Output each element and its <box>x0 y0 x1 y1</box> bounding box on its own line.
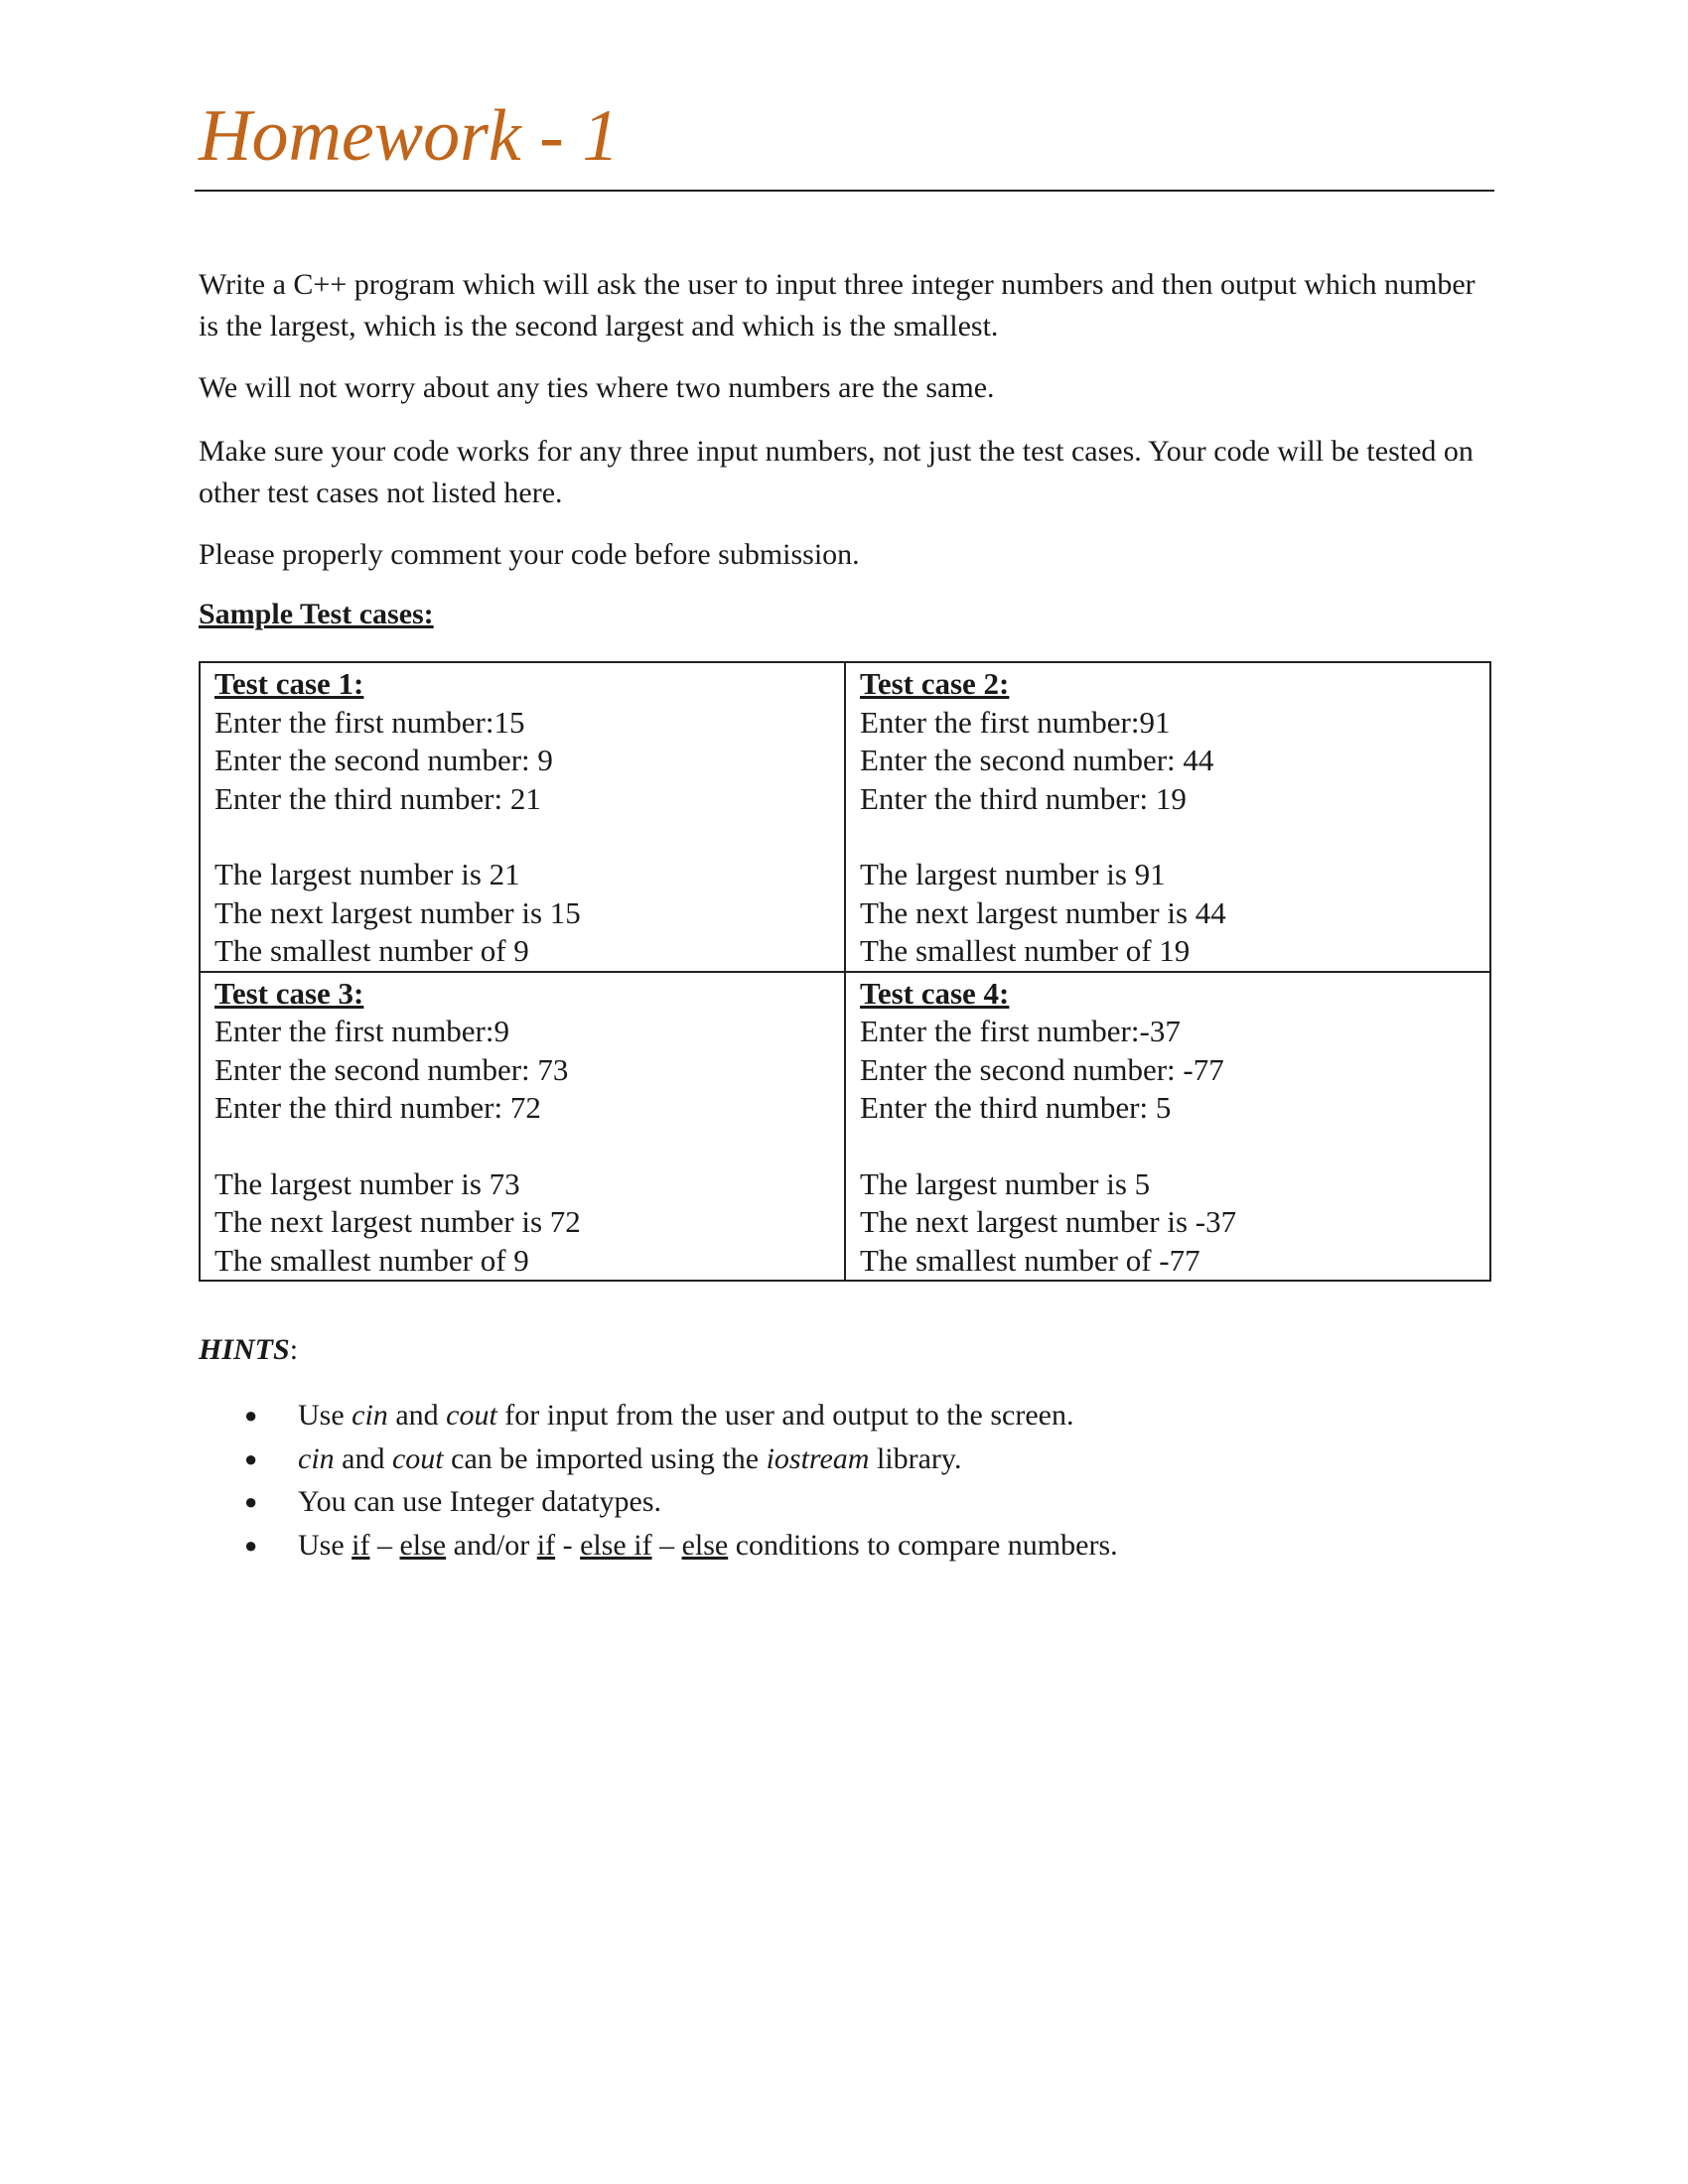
output-next-largest: The next largest number is 15 <box>214 894 581 930</box>
input-second: Enter the second number: 9 <box>214 743 553 777</box>
input-second: Enter the second number: -77 <box>860 1051 1224 1087</box>
paragraph-ties: We will not worry about any ties where two numbers are the same. <box>199 371 995 404</box>
sample-test-cases-heading: Sample Test cases: <box>199 598 434 630</box>
title-divider <box>195 190 1494 192</box>
paragraph-comment: Please properly comment your code before submission. <box>199 538 860 571</box>
hints-list <box>199 1394 1118 1567</box>
output-largest: The largest number is 21 <box>214 857 520 891</box>
table-row <box>200 972 1490 1282</box>
test-cases-table <box>199 661 1491 1282</box>
hint-text: and <box>334 1441 392 1475</box>
hint-text: Use <box>298 1399 352 1432</box>
hints-colon: : <box>289 1333 299 1366</box>
input-first: Enter the first number:-37 <box>860 1014 1181 1048</box>
paragraph-testing: Make sure your code works for any three input numbers, not just the test cases. Your code will be tested on other test cases not listed here. <box>199 435 1474 509</box>
hint-text: and <box>387 1399 447 1432</box>
hint-keyword-else: else <box>399 1528 447 1562</box>
output-largest: The largest number is 91 <box>860 857 1166 891</box>
test-case-cell <box>845 662 1490 972</box>
hint-text: – <box>369 1528 400 1562</box>
input-second: Enter the second number: 73 <box>214 1051 569 1087</box>
input-first: Enter the first number:91 <box>860 704 1171 740</box>
test-case-heading: Test case 2: <box>860 666 1010 701</box>
test-case-heading: Test case 4: <box>860 975 1010 1011</box>
output-next-largest: The next largest number is 44 <box>860 894 1226 930</box>
hint-code-cout: cout <box>391 1441 444 1475</box>
hint-text: conditions to compare numbers. <box>728 1528 1118 1562</box>
hints-heading <box>199 1333 298 1367</box>
test-case-cell <box>200 972 845 1282</box>
input-first: Enter the first number:9 <box>214 1014 509 1048</box>
hint-text: Use <box>298 1528 352 1562</box>
page-title: Homework - 1 <box>199 95 620 177</box>
test-case-heading: Test case 1: <box>214 666 364 701</box>
table-row <box>200 662 1490 972</box>
hints-label: HINTS <box>199 1333 290 1366</box>
hint-text: library. <box>869 1441 962 1475</box>
output-smallest: The smallest number of 9 <box>214 933 529 968</box>
test-case-cell <box>845 972 1490 1282</box>
hint-code-cin: cin <box>352 1399 388 1432</box>
hint-keyword-if: if <box>536 1528 556 1562</box>
output-largest: The largest number is 73 <box>214 1165 520 1201</box>
hint-text: can be imported using the <box>443 1441 767 1475</box>
hint-keyword-else: else <box>681 1528 729 1562</box>
hint-code-cout: cout <box>446 1399 497 1432</box>
bullet-icon: ● <box>244 1445 258 1471</box>
input-third: Enter the third number: 5 <box>860 1090 1172 1125</box>
hint-text: - <box>555 1528 581 1562</box>
hint-code-cin: cin <box>298 1441 335 1475</box>
input-first: Enter the first number:15 <box>214 704 525 740</box>
output-smallest: The smallest number of -77 <box>860 1242 1200 1278</box>
hint-keyword-if: if <box>352 1528 370 1562</box>
paragraph-task: Write a C++ program which will ask the user to input three integer numbers and then output which number is the largest, which is the second largest and which is the smallest. <box>199 268 1476 342</box>
test-case-cell <box>200 662 845 972</box>
list-item <box>199 1480 1118 1524</box>
hint-text: You can use Integer datatypes. <box>298 1485 662 1518</box>
output-next-largest: The next largest number is 72 <box>214 1204 581 1239</box>
bullet-icon: ● <box>244 1489 258 1514</box>
test-case-heading: Test case 3: <box>214 975 364 1011</box>
output-next-largest: The next largest number is -37 <box>860 1204 1237 1239</box>
hint-text: and/or <box>446 1528 537 1562</box>
list-item <box>199 1394 1118 1437</box>
input-second: Enter the second number: 44 <box>860 743 1214 777</box>
hint-text: – <box>651 1528 682 1562</box>
output-smallest: The smallest number of 19 <box>860 933 1191 968</box>
input-third: Enter the third number: 19 <box>860 780 1187 816</box>
hint-code-iostream: iostream <box>766 1441 870 1475</box>
input-third: Enter the third number: 21 <box>214 780 541 816</box>
bullet-icon: ● <box>244 1403 258 1428</box>
hint-keyword-else-if: else if <box>580 1528 652 1562</box>
bullet-icon: ● <box>244 1532 258 1558</box>
list-item <box>199 1524 1118 1568</box>
output-largest: The largest number is 5 <box>860 1165 1151 1201</box>
hint-text: for input from the user and output to the screen. <box>496 1399 1074 1432</box>
list-item <box>199 1437 1118 1481</box>
input-third: Enter the third number: 72 <box>214 1090 541 1125</box>
output-smallest: The smallest number of 9 <box>214 1242 529 1278</box>
